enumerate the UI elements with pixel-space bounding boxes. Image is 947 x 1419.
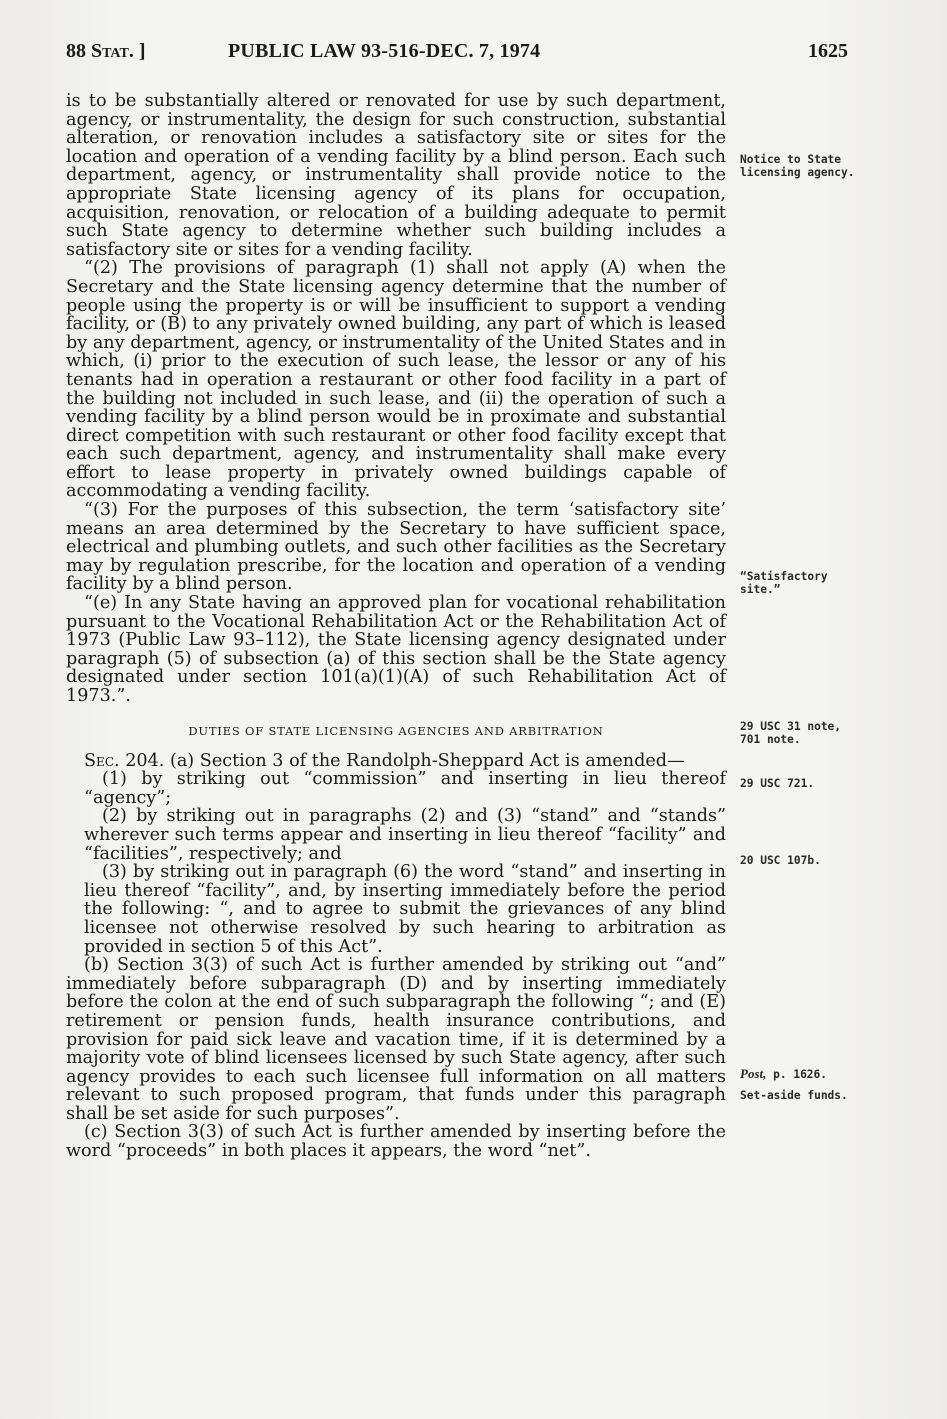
body-text bbox=[66, 92, 726, 1161]
margin-note-29-usc-721: 29 USC 721. bbox=[740, 777, 815, 790]
margin-note-satisfactory-site: “Satisfactory site.” bbox=[740, 570, 828, 596]
page-header bbox=[66, 36, 848, 66]
section-heading: DUTIES OF STATE LICENSING AGENCIES AND ARBITRATION bbox=[188, 723, 604, 738]
paragraph-amend-2: (2) by striking out in paragraphs (2) and (3) “stand” and “stands” wherever such terms appear and inserting in lieu thereof “facility” and “facilities”, respectively; and bbox=[84, 806, 726, 864]
margin-note-20-usc-107b: 20 USC 107b. bbox=[740, 854, 821, 867]
paragraph-amend-3: (3) by striking out in paragraph (6) the word “stand” and inserting in lieu thereof “facility”, and, by inserting immediately before the period the following: “, and to agree to submit the grievances of any blind licensee not otherwise resolved by such hearing to arbitration as provided in section 5 of this Act”. bbox=[84, 862, 726, 957]
margin-note-set-aside: Set-aside funds. bbox=[740, 1089, 848, 1102]
paragraph-2: “(2) The provisions of paragraph (1) shall not apply (A) when the Secretary and the State licensing agency determine that the number of people using the property is or will be insufficient to support a vending facility, or (B) to any privately owned building, any part of which is leased by any department, agency, or instrumentality of the United States and in which, (i) prior to the execution of such lease, the lessor or any of his tenants had in operation a restaurant or other food facility in a part of the building not included in such lease, and (ii) the operation of such a vending facility by a blind person would be in proximate and substantial direct competition with such restaurant or other food facility except that each such department, agency, and instrumentality shall make every effort to lease property in privately owned buildings capable of accommodating a vending facility. bbox=[66, 258, 726, 502]
margin-note-notice: Notice to State licensing agency. bbox=[740, 153, 855, 179]
margin-note-29-usc-31: 29 USC 31 note, 701 note. bbox=[740, 720, 842, 746]
statute-reference: 88 Stat. ] bbox=[66, 40, 146, 62]
paragraph-amend-1: (1) by striking out “commission” and inserting in lieu thereof “agency”; bbox=[84, 769, 726, 808]
section-label: Sec. bbox=[84, 750, 120, 771]
section-204-text: 204. (a) Section 3 of the Randolph-Sheppard Act is amended— bbox=[125, 750, 685, 771]
paragraph-b: (b) Section 3(3) of such Act is further amended by striking out “and” immediately before subparagraph (D) and by inserting immediately before the colon at the end of such subparagraph the following “; and (E) retirement or pension funds, health insurance contributions, and provision for paid sick leave and vacation time, if it is determined by a majority vote of blind licensees licensed by such State agency, after such agency provides to each such licensee full information on all matters relevant to such proposed program, that funds under this paragraph shall be set aside for such purposes”. bbox=[66, 955, 726, 1124]
paragraph-4: “(e) In any State having an approved plan for vocational rehabilitation pursuant to the Vocational Rehabilitation Act or the Rehabilitation Act of 1973 (Public Law 93–112), the State licensing agency designated under paragraph (5) of subsection (a) of this section shall be the State agency designated under section 101(a)(1)(A) of such Rehabilitation Act of 1973.”. bbox=[66, 593, 726, 706]
page-number: 1625 bbox=[808, 40, 848, 62]
paragraph-3: “(3) For the purposes of this subsection, the term ‘satisfactory site’ means an area determined by the Secretary to have sufficient space, electrical and plumbing outlets, and such other facilities as the Secretary may by regulation prescribe, for the location and operation of a vending facility by a blind person. bbox=[66, 500, 726, 595]
margin-note-post: Post, p. 1626. bbox=[740, 1066, 828, 1081]
paragraph-section-204 bbox=[66, 752, 726, 771]
paragraph-1: is to be substantially altered or renovated for use by such department, agency, or instrumentality, the design for such construction, substantial alteration, or renovation includes a satisfactory site or sites for the location and operation of a vending facility by a blind person. Each such department, agency, or instrumentality shall provide notice to the appropriate State licensing agency of its plans for occupation, acquisition, renovation, or relocation of a building adequate to permit such State agency to determine whether such building includes a satisfactory site or sites for a vending facility. bbox=[66, 91, 726, 260]
paragraph-c: (c) Section 3(3) of such Act is further amended by inserting before the word “proceeds” in both places it appears, the word “net”. bbox=[66, 1122, 726, 1162]
page-title: PUBLIC LAW 93-516-DEC. 7, 1974 bbox=[228, 40, 541, 62]
